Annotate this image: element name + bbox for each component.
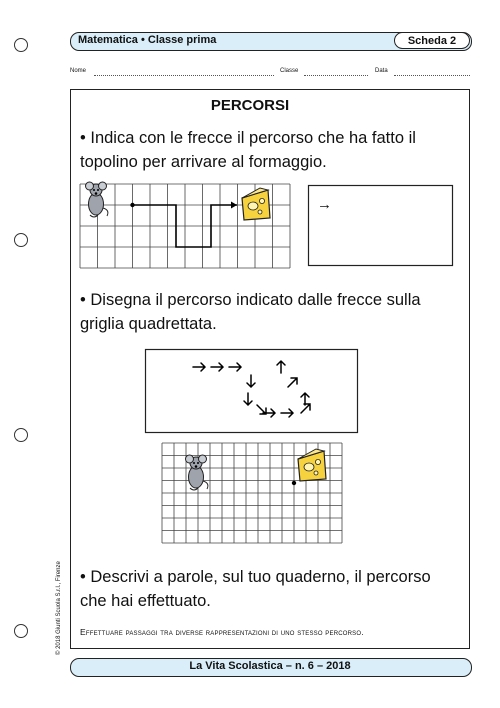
mouse-icon (186, 455, 208, 490)
teacher-note: Effettuare passaggi tra diverse rappresentazioni di uno stesso percorso. (80, 627, 364, 637)
answer-start-arrow: → (317, 196, 332, 213)
mouse-icon (86, 182, 108, 217)
date-label: Data (375, 68, 388, 74)
copyright-text: © 2018 Giunti Scuola S.r.l., Firenze (56, 561, 62, 655)
exercise-1-text: • Indica con le frecce il percorso che ha fatto il topolino per arrivare al formaggio. (80, 129, 416, 171)
exercise-2-drawing-grid[interactable] (162, 443, 342, 543)
name-field[interactable] (94, 75, 274, 76)
binder-hole (14, 38, 28, 52)
binder-hole (14, 624, 28, 638)
class-label: Classe (280, 68, 299, 74)
name-label: Nome (70, 68, 87, 74)
footer-text: La Vita Scolastica – n. 6 – 2018 (189, 660, 351, 672)
meta-row (70, 68, 470, 80)
exercise-2-arrow-box (145, 349, 359, 434)
cheese-icon (298, 449, 326, 481)
cheese-icon (242, 188, 270, 220)
binder-hole (14, 233, 28, 247)
sheet-label: Scheda 2 (394, 32, 470, 49)
exercise-1-grid (80, 184, 295, 269)
class-field[interactable] (304, 75, 368, 76)
subject-label: Matematica • Classe prima (78, 34, 217, 46)
exercise-2-text: • Disegna il percorso indicato dalle frecce sulla griglia quadrettata. (80, 291, 421, 333)
binder-hole (14, 428, 28, 442)
start-dot (292, 481, 296, 485)
date-field[interactable] (394, 75, 470, 76)
page-title: PERCORSI (210, 97, 290, 114)
exercise-3-text: • Descrivi a parole, sul tuo quaderno, il percorso che hai effettuato. (80, 568, 431, 610)
